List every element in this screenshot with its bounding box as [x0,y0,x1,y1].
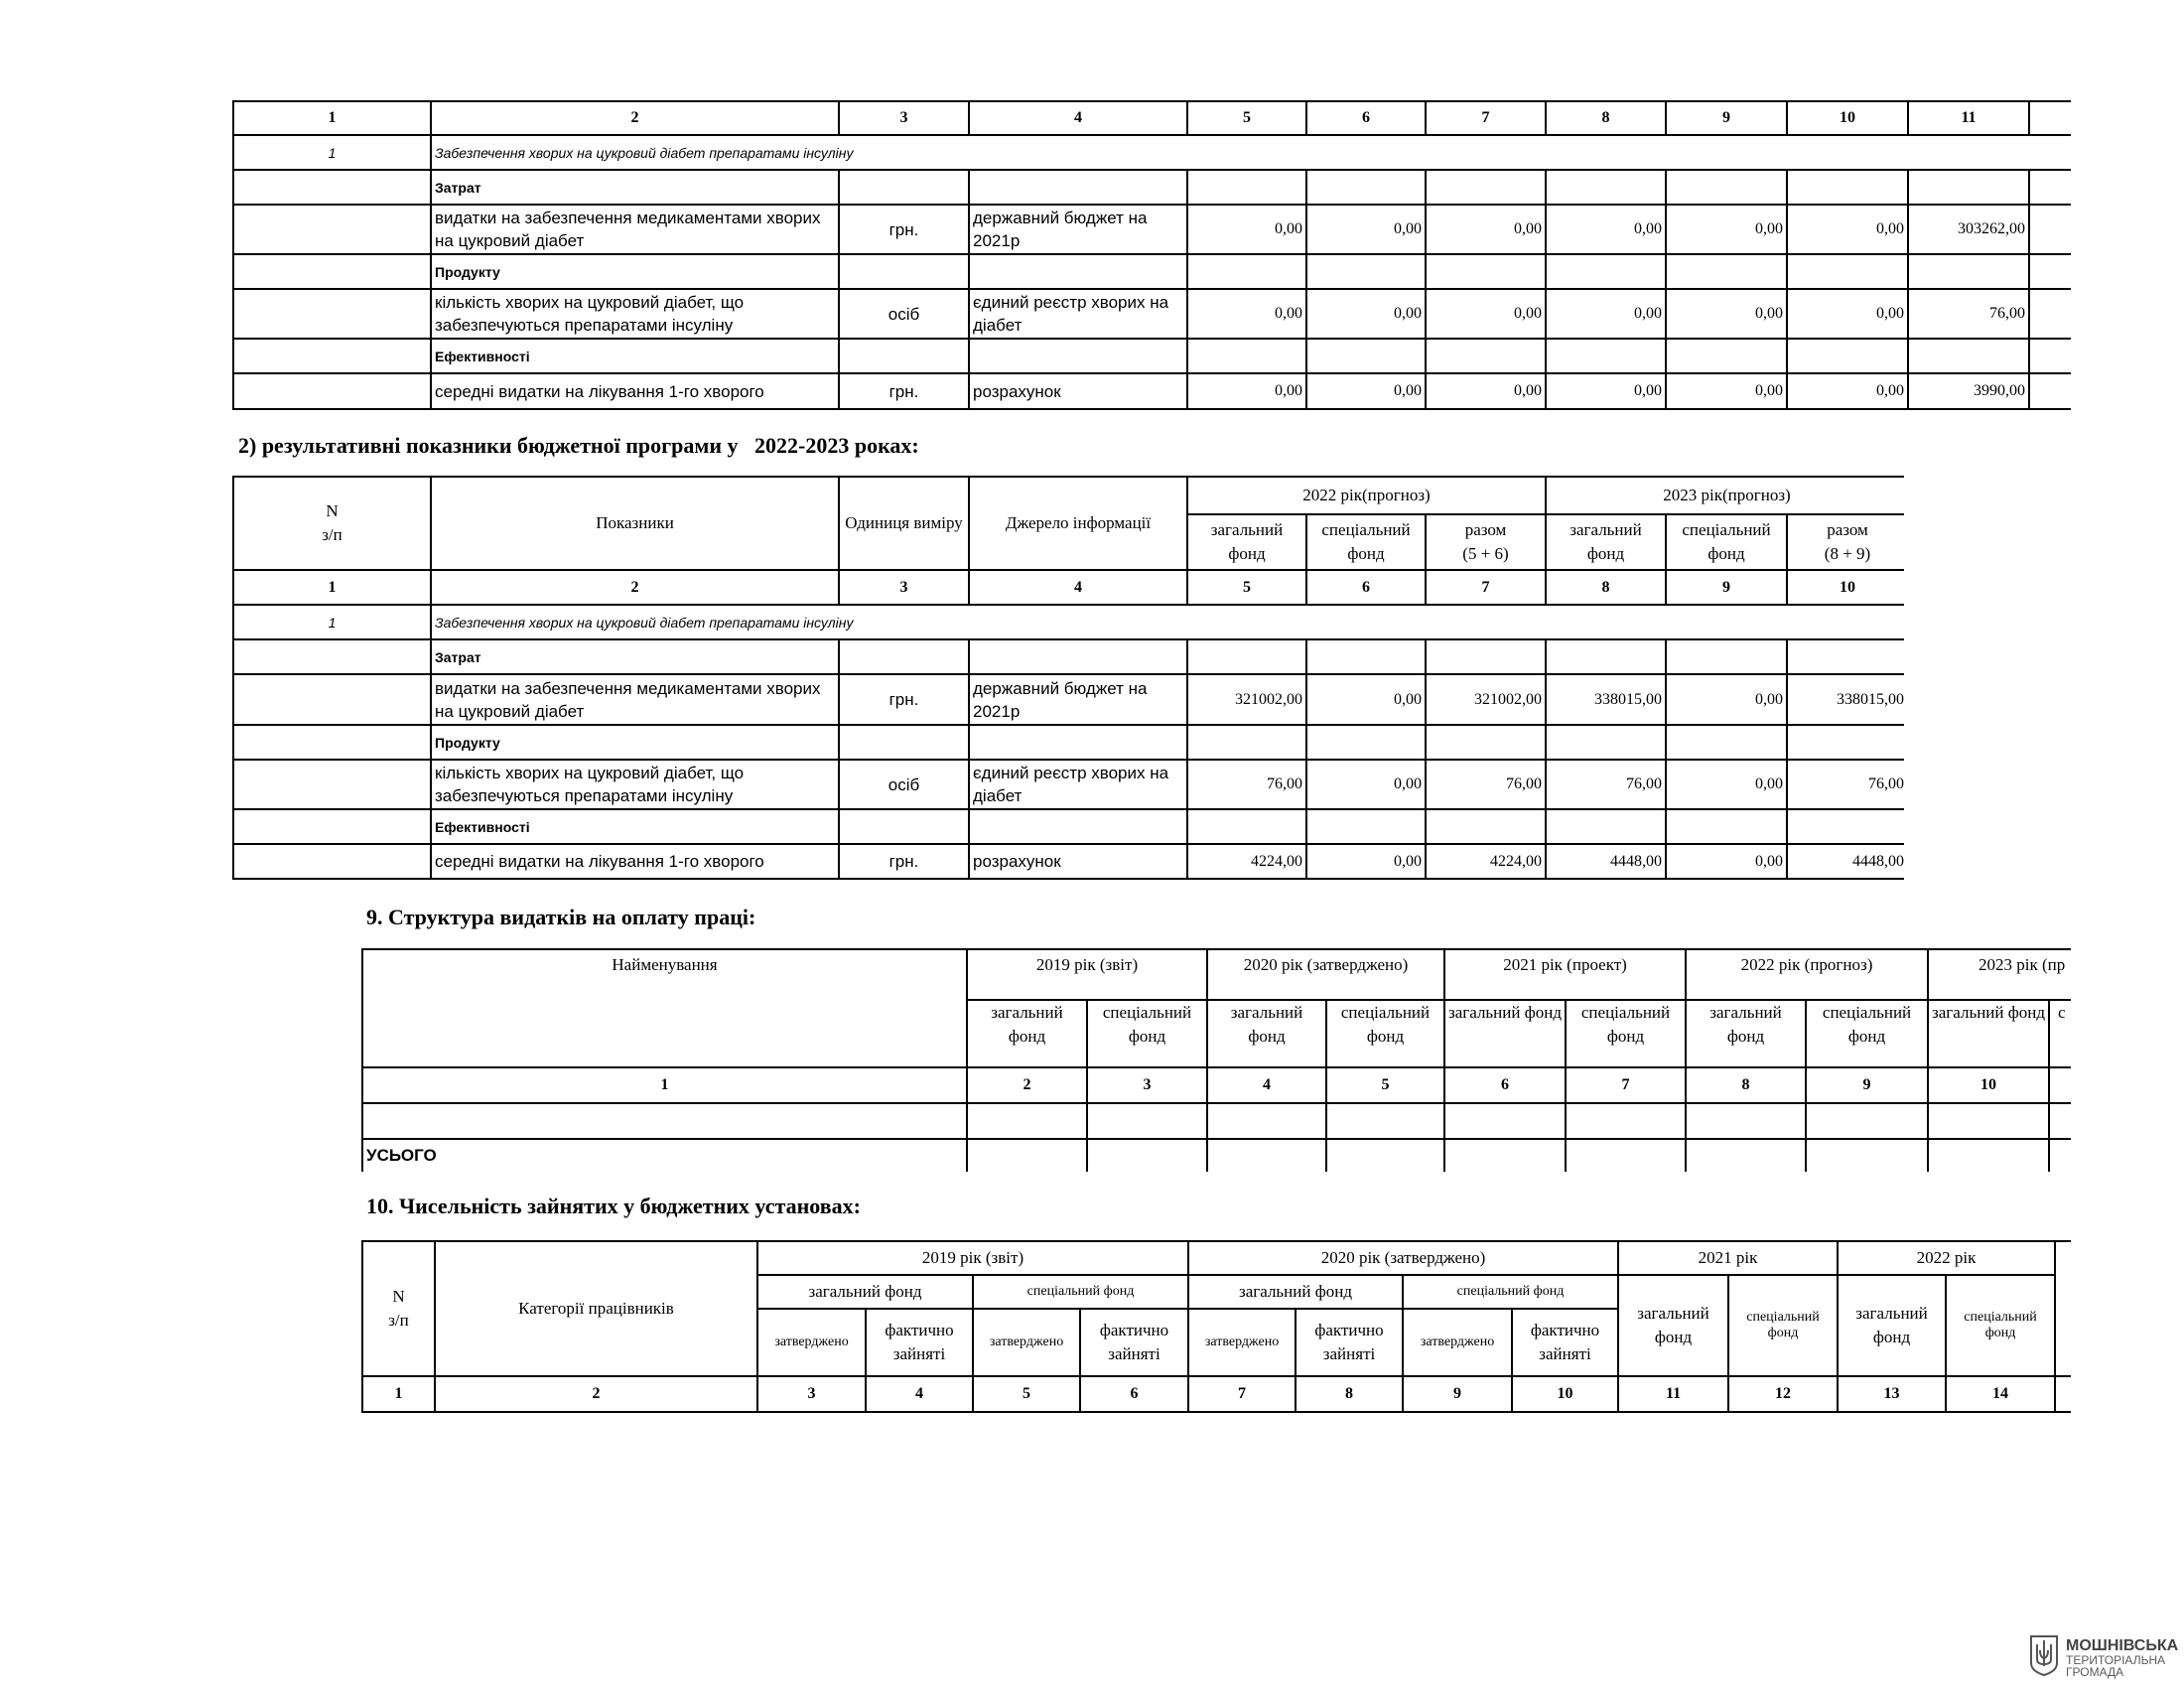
index-cell: 5 [1187,570,1306,605]
value-cell: 76,00 [1426,760,1546,809]
index-cell: 5 [1187,101,1306,135]
index-cell: 12 [1728,1376,1838,1412]
year-header: 2020 рік (затверджено) [1207,949,1444,1000]
community-logo [2028,1634,2178,1680]
salary-structure-table [361,948,2071,1172]
value-cell: 0,00 [1426,289,1546,339]
index-cell: 4 [1207,1067,1326,1103]
value-cell: 0,00 [1546,373,1666,409]
value-cell: 0,00 [1306,205,1426,254]
table-row [233,205,2071,254]
section-heading-9: 9. Структура видатків на оплату праці: [366,905,756,929]
index-cell: 11 [1908,101,2029,135]
index-cell: 5 [1326,1067,1444,1103]
index-cell: 9 [1666,101,1787,135]
year-header: 2022 рік(прогноз) [1187,477,1546,514]
index-cell: 6 [1306,570,1426,605]
general-fund-header: загальний фонд [1207,1000,1326,1067]
index-cell: 10 [1512,1376,1618,1412]
index-cell: 1 [362,1067,967,1103]
index-cell: 7 [1426,101,1546,135]
total-header: разом (8 + 9) [1787,514,1904,570]
year-header: 2023 рік (пр [1928,949,2071,1000]
index-cell: 8 [1296,1376,1403,1412]
value-cell: 0,00 [1306,373,1426,409]
indicator-name: кількість хворих на цукровий діабет, що забезпечуються препаратами інсуліну [431,760,839,809]
table2-container [232,476,1904,885]
year-header: 2022 рік [1838,1241,2055,1275]
value-cell: 76,00 [1787,760,1904,809]
general-fund-header: загальний фонд [1838,1275,1946,1376]
approved-header: затверджено [973,1309,1080,1376]
indicator-name: видатки на забезпечення медикаментами хворих на цукровий діабет [431,674,839,725]
value-cell: 0,00 [1787,205,1908,254]
value-cell: 321002,00 [1187,674,1306,725]
special-fund-header: спеціальний фонд [1728,1275,1838,1376]
table-row [233,760,1904,809]
special-fund-header: спеціальний фонд [1946,1275,2055,1376]
table-row [233,844,1904,879]
logo-line1: МОШНІВСЬКА [2066,1636,2179,1654]
value-cell: 0,00 [1306,760,1426,809]
index-cell: 8 [1686,1067,1806,1103]
program-row [233,605,1904,639]
group-label-product: Продукту [431,725,839,760]
year-header: 2019 рік (звіт) [757,1241,1188,1275]
index-cell: 6 [1306,101,1426,135]
index-cell: 7 [1566,1067,1686,1103]
general-fund-header: загальний фонд [757,1275,973,1309]
index-cell: 2 [431,101,839,135]
index-cell: 2 [435,1376,757,1412]
value-cell: 338015,00 [1546,674,1666,725]
index-row [233,570,1904,605]
value-cell: 4224,00 [1426,844,1546,879]
index-cell: 10 [1787,101,1908,135]
year-header: 2021 рік [1618,1241,1838,1275]
general-fund-header: загальний фонд [1187,514,1306,570]
approved-header: затверджено [1403,1309,1512,1376]
year-header: 2021 рік (проект) [1444,949,1686,1000]
indicators-header: Показники [431,477,839,570]
value-cell: 0,00 [1187,373,1306,409]
special-fund-header: спеціальний фонд [1666,514,1787,570]
index-cell: 4 [969,570,1187,605]
table10-container [361,1240,2071,1416]
group-label-costs: Затрат [431,170,839,205]
table1-container [232,100,2071,418]
value-cell: 0,00 [1426,373,1546,409]
index-cell: 11 [1618,1376,1728,1412]
index-cell: 3 [839,101,969,135]
source-cell: єдиний реєстр хворих на діабет [969,760,1187,809]
value-cell: 0,00 [1666,844,1787,879]
index-cell: 3 [1087,1067,1207,1103]
unit-cell: грн. [839,205,969,254]
index-cell: 3 [757,1376,866,1412]
index-cell: 2 [967,1067,1087,1103]
special-fund-header: спеціальний фонд [973,1275,1188,1309]
index-cell: 9 [1806,1067,1928,1103]
group-label-efficiency: Ефективності [431,809,839,844]
unit-header: Одиниця виміру [839,477,969,570]
index-cell [2055,1376,2071,1412]
value-cell: 0,00 [1306,289,1426,339]
general-fund-header: загальний фонд [967,1000,1087,1067]
total-label: УСЬОГО [362,1139,967,1172]
value-cell: 0,00 [1187,289,1306,339]
year-header: 2022 рік (прогноз) [1686,949,1928,1000]
year-header: 2020 рік (затверджено) [1188,1241,1618,1275]
value-cell: 0,00 [1666,674,1787,725]
indicator-name: середні видатки на лікування 1-го хворого [431,373,839,409]
total-row [362,1139,2071,1172]
group-label-costs: Затрат [431,639,839,674]
value-cell: 0,00 [1306,844,1426,879]
source-cell: розрахунок [969,844,1187,879]
value-cell: 338015,00 [1787,674,1904,725]
index-cell: 7 [1426,570,1546,605]
table-row [362,1103,2071,1139]
section-heading-10: 10. Чисельність зайнятих у бюджетних установах: [366,1194,861,1218]
approved-header: затверджено [757,1309,866,1376]
value-cell: 303262,00 [1908,205,2029,254]
group-row [233,639,1904,674]
index-cell: 1 [233,101,431,135]
general-fund-header: загальний фонд [1928,1000,2049,1067]
general-fund-header: загальний фонд [1546,514,1666,570]
logo-line2: ТЕРИТОРІАЛЬНА [2066,1652,2166,1667]
index-cell: 6 [1080,1376,1188,1412]
categories-header: Категорії працівників [435,1241,757,1376]
program-number: 1 [233,605,431,639]
table9-container [361,948,2071,1172]
unit-cell: осіб [839,760,969,809]
group-row [233,725,1904,760]
group-label-product: Продукту [431,254,839,289]
index-row [233,101,2071,135]
index-row [362,1376,2071,1412]
index-row [362,1067,2071,1103]
index-cell: 9 [1666,570,1787,605]
source-header: Джерело інформації [969,477,1187,570]
program-number: 1 [233,135,431,170]
special-fund-header: спеціальний фонд [1806,1000,1928,1067]
special-fund-header: спеціальний фонд [1566,1000,1686,1067]
index-cell: 10 [1787,570,1904,605]
index-cell [2049,1067,2071,1103]
indicators-table-2021 [232,100,2071,410]
name-header: Найменування [362,949,967,1067]
indicators-table-2022-2023 [232,476,1904,880]
indicator-name: видатки на забезпечення медикаментами хворих на цукровий діабет [431,205,839,254]
value-cell: 0,00 [1187,205,1306,254]
source-cell: єдиний реєстр хворих на діабет [969,289,1187,339]
value-cell: 0,00 [1787,289,1908,339]
actual-header: фактично зайняті [866,1309,973,1376]
value-cell: 4224,00 [1187,844,1306,879]
unit-cell: грн. [839,674,969,725]
num-header: N з/п [233,477,431,570]
value-cell: 76,00 [1187,760,1306,809]
year-header: 2023 рік(прогноз) [1546,477,1904,514]
group-row [233,809,1904,844]
index-cell: 8 [1546,101,1666,135]
table-row [233,289,2071,339]
index-cell: 4 [969,101,1187,135]
index-cell: 8 [1546,570,1666,605]
table-row [233,373,2071,409]
special-fund-header: спеціальний фонд [1306,514,1426,570]
approved-header: затверджено [1188,1309,1296,1376]
value-cell: 0,00 [1666,373,1787,409]
value-cell: 0,00 [1666,205,1787,254]
actual-header: фактично зайняті [1296,1309,1403,1376]
index-cell: 6 [1444,1067,1566,1103]
special-fund-header: спеціальний фонд [1326,1000,1444,1067]
header-row [233,477,1904,514]
program-row [233,135,2071,170]
num-header: N з/п [362,1241,435,1376]
index-cell: 1 [233,570,431,605]
logo-line3: ГРОМАДА [2066,1664,2124,1679]
trident-icon [2028,1633,2060,1682]
index-cell: 2 [431,570,839,605]
index-cell: 3 [839,570,969,605]
section-heading-2: 2) результативні показники бюджетної програми у 2022-2023 роках: [238,433,919,458]
value-cell: 0,00 [1306,674,1426,725]
value-cell: 0,00 [1546,289,1666,339]
index-cell: 5 [973,1376,1080,1412]
employees-table [361,1240,2071,1413]
special-fund-header: спеціальний фонд [1403,1275,1618,1309]
unit-cell: грн. [839,844,969,879]
general-fund-header: загальний фонд [1686,1000,1806,1067]
special-fund-header: спеціальний фонд [1087,1000,1207,1067]
program-name: Забезпечення хворих на цукровий діабет препаратами інсуліну [431,135,2071,170]
index-cell: 1 [362,1376,435,1412]
group-row [233,170,2071,205]
indicator-name: кількість хворих на цукровий діабет, що забезпечуються препаратами інсуліну [431,289,839,339]
value-cell: 0,00 [1546,205,1666,254]
value-cell: 0,00 [1787,373,1908,409]
program-name: Забезпечення хворих на цукровий діабет препаратами інсуліну [431,605,1904,639]
value-cell: 76,00 [1546,760,1666,809]
general-fund-header: загальний фонд [1188,1275,1403,1309]
general-fund-header: загальний фонд [1618,1275,1728,1376]
actual-header: фактично зайняті [1512,1309,1618,1376]
group-row [233,339,2071,373]
value-cell: 76,00 [1908,289,2029,339]
header-row [362,949,2071,1000]
value-cell: 3990,00 [1908,373,2029,409]
total-header: разом (5 + 6) [1426,514,1546,570]
indicator-name: середні видатки на лікування 1-го хворого [431,844,839,879]
special-fund-header: с [2049,1000,2071,1067]
index-cell: 4 [866,1376,973,1412]
year-header: 2019 рік (звіт) [967,949,1207,1000]
value-cell: 0,00 [1666,760,1787,809]
index-cell: 10 [1928,1067,2049,1103]
index-cell: 9 [1403,1376,1512,1412]
value-cell: 0,00 [1666,289,1787,339]
index-cell: 14 [1946,1376,2055,1412]
value-cell: 0,00 [1426,205,1546,254]
group-label-efficiency: Ефективності [431,339,839,373]
source-cell: розрахунок [969,373,1187,409]
value-cell: 4448,00 [1546,844,1666,879]
group-row [233,254,2071,289]
index-cell: 7 [1188,1376,1296,1412]
value-cell: 321002,00 [1426,674,1546,725]
table-row [233,674,1904,725]
general-fund-header: загальний фонд [1444,1000,1566,1067]
source-cell: державний бюджет на 2021р [969,674,1187,725]
header-row [362,1241,2071,1275]
value-cell: 4448,00 [1787,844,1904,879]
unit-cell: грн. [839,373,969,409]
index-cell: 13 [1838,1376,1946,1412]
unit-cell: осіб [839,289,969,339]
source-cell: державний бюджет на 2021р [969,205,1187,254]
actual-header: фактично зайняті [1080,1309,1188,1376]
